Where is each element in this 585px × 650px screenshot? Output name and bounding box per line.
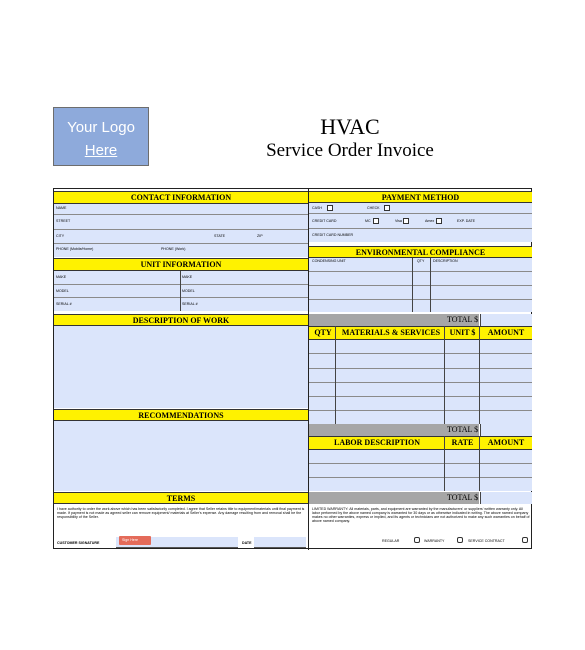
- labor-rule: [309, 477, 532, 478]
- env-divider: [430, 258, 431, 312]
- serial-label-2: SERIAL #: [182, 302, 198, 306]
- page-title: HVAC: [320, 114, 380, 139]
- street-field[interactable]: [54, 215, 308, 230]
- warranty-text: LIMITED WARRANTY: All materials, parts, and equipment are warranted by the manufacturers' or suppliers' written warranty only. All labor performed by the above named company is warranted for 30 days or as otherwise indicated in writing. The above named company makes no other warranties, express or implied, and its agents or technicians are not authorized to make any such warranties on behalf of above named company.: [312, 507, 530, 523]
- cc-number-label: CREDIT CARD NUMBER: [312, 233, 354, 237]
- phone-field[interactable]: [54, 244, 308, 257]
- condensing-unit-label: CONDENSING UNIT: [312, 259, 346, 263]
- street-label: STREET: [56, 219, 71, 223]
- env-row[interactable]: [309, 300, 532, 312]
- env-description-label: DESCRIPTION: [433, 259, 458, 263]
- make-row[interactable]: [54, 271, 308, 285]
- logo-text: Your Logo: [67, 119, 135, 136]
- terms-heading: TERMS: [54, 492, 308, 504]
- cash-checkbox[interactable]: [327, 205, 333, 211]
- credit-card-label: CREDIT CARD: [312, 219, 337, 223]
- amex-checkbox[interactable]: [436, 218, 442, 224]
- mc-checkbox[interactable]: [373, 218, 379, 224]
- description-heading: DESCRIPTION OF WORK: [54, 314, 308, 326]
- labor-rule: [309, 463, 532, 464]
- logo-placeholder: [53, 107, 149, 166]
- labor-col-amount: AMOUNT: [487, 438, 525, 447]
- env-row[interactable]: [309, 286, 532, 300]
- make-label-2: MAKE: [182, 275, 193, 279]
- environmental-heading: ENVIRONMENTAL COMPLIANCE: [309, 246, 532, 258]
- materials-divider: [479, 326, 480, 424]
- check-label: CHECK: [367, 206, 380, 210]
- mc-label: MC: [365, 219, 371, 223]
- warranty-checkbox[interactable]: [457, 537, 463, 543]
- recommendations-heading: RECOMMENDATIONS: [54, 409, 308, 421]
- sign-here-text: Sign Here: [122, 538, 138, 542]
- labor-divider: [444, 436, 445, 491]
- env-row[interactable]: [309, 272, 532, 286]
- name-field[interactable]: [54, 204, 308, 215]
- terms-text: I have authority to order the work above which has been satisfactorily completed. I agree that Seller retains title to equipment/materials until final payment is made. If payment is not made as agreed seller can remove equipment/ materials at Seller's expense. Any damage resulting from and removal shall be the responsibility of the Seller.: [57, 507, 305, 519]
- make-label: MAKE: [56, 275, 67, 279]
- model-row[interactable]: [54, 285, 308, 298]
- phone-mobile-label: PHONE (Mobile/Home): [56, 247, 94, 251]
- labor-total-field[interactable]: [480, 424, 532, 436]
- cash-check-row: [309, 203, 532, 214]
- materials-rule: [309, 410, 532, 411]
- warranty-label: WARRANTY: [424, 539, 445, 543]
- materials-rule: [309, 382, 532, 383]
- zip-label: ZIP: [257, 234, 263, 238]
- serial-row[interactable]: [54, 298, 308, 311]
- description-of-work-field[interactable]: [54, 326, 308, 408]
- city-label: CITY: [56, 234, 65, 238]
- warranty-options: [312, 536, 532, 546]
- visa-label: Visa: [395, 219, 402, 223]
- env-header-row: [309, 258, 532, 272]
- logo-here-link[interactable]: Here: [84, 142, 118, 159]
- phone-work-label: PHONE (Work): [161, 247, 186, 251]
- regular-label: REGULAR: [382, 539, 400, 543]
- unit-info-heading: UNIT INFORMATION: [54, 258, 308, 271]
- city-field[interactable]: [54, 230, 308, 244]
- materials-rule: [309, 368, 532, 369]
- materials-rule: [309, 353, 532, 354]
- amex-label: Amex: [425, 219, 435, 223]
- check-checkbox[interactable]: [384, 205, 390, 211]
- name-label: NAME: [56, 206, 67, 210]
- sign-here-flag: [119, 536, 151, 545]
- contact-heading: CONTACT INFORMATION: [54, 191, 308, 204]
- materials-divider: [444, 326, 445, 424]
- env-divider: [412, 258, 413, 312]
- serial-label: SERIAL #: [56, 302, 72, 306]
- materials-rule: [309, 396, 532, 397]
- materials-col-qty: QTY: [314, 328, 332, 337]
- service-contract-checkbox[interactable]: [522, 537, 528, 543]
- state-label: STATE: [214, 234, 226, 238]
- payment-heading: PAYMENT METHOD: [309, 191, 532, 203]
- model-label: MODEL: [56, 289, 69, 293]
- materials-col-description: MATERIALS & SERVICES: [341, 328, 441, 337]
- credit-card-row: [309, 214, 532, 229]
- labor-divider: [479, 436, 480, 491]
- cc-number-field[interactable]: [309, 229, 532, 242]
- invoice-form: [53, 188, 532, 549]
- grand-total-label: TOTAL $: [447, 493, 479, 502]
- signature-label: CUSTOMER SIGNATURE: [57, 541, 100, 545]
- env-qty-label: QTY: [417, 259, 425, 263]
- labor-total-label: TOTAL $: [447, 425, 479, 434]
- labor-col-rate: RATE: [451, 438, 474, 447]
- page-subtitle: Service Order Invoice: [266, 140, 434, 161]
- materials-total-field[interactable]: [480, 314, 532, 326]
- recommendations-field[interactable]: [54, 421, 308, 491]
- unit-divider: [180, 271, 181, 311]
- labor-table-body[interactable]: [309, 450, 532, 491]
- materials-total-label: TOTAL $: [447, 315, 479, 324]
- materials-col-unit: UNIT $: [449, 328, 476, 337]
- model-label-2: MODEL: [182, 289, 195, 293]
- visa-checkbox[interactable]: [403, 218, 409, 224]
- grand-total-field[interactable]: [480, 492, 532, 504]
- cash-label: CASH: [312, 206, 322, 210]
- service-contract-label: SERVICE CONTRACT: [468, 539, 505, 543]
- materials-divider: [335, 326, 336, 424]
- exp-date-label: EXP. DATE: [457, 219, 476, 223]
- labor-col-description: LABOR DESCRIPTION: [333, 438, 420, 447]
- date-label: DATE: [242, 541, 252, 545]
- materials-col-amount: AMOUNT: [487, 328, 525, 337]
- date-field[interactable]: [254, 537, 306, 548]
- regular-checkbox[interactable]: [414, 537, 420, 543]
